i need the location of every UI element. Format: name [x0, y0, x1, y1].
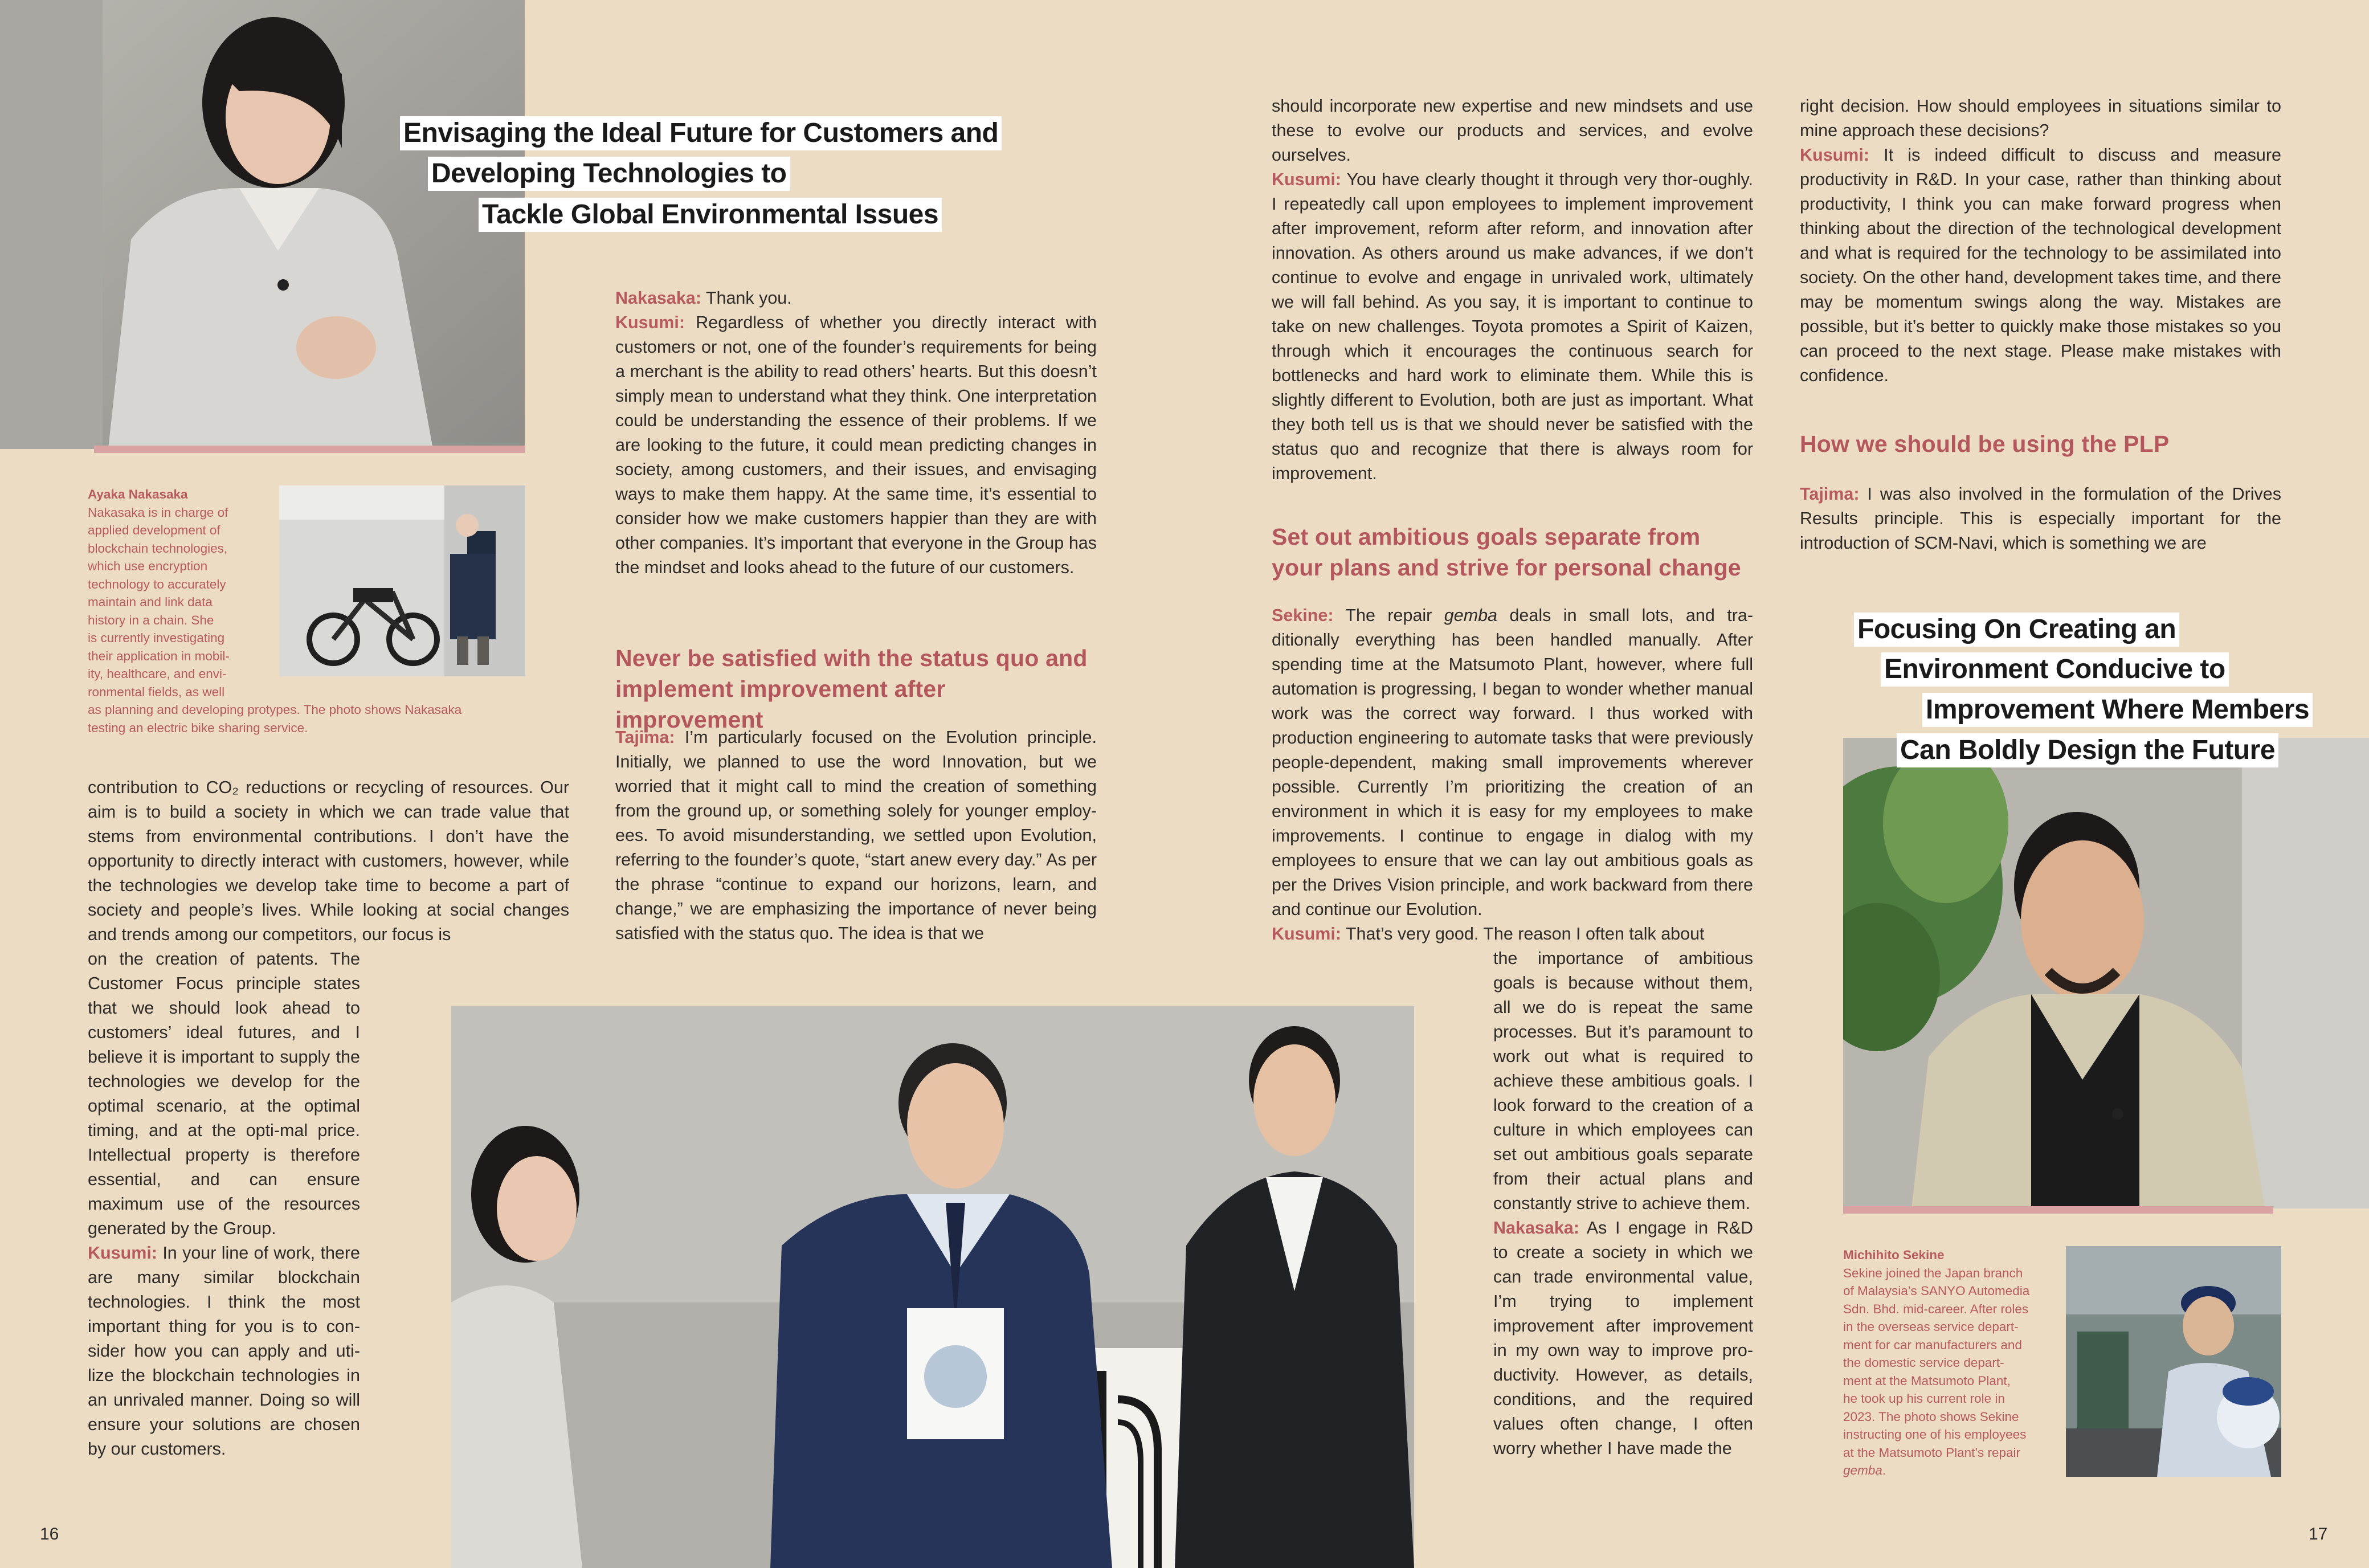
- caption-line: Sdn. Bhd. mid-career. After roles: [1843, 1301, 2029, 1316]
- body-paragraph: the importance of ambitious goals is because without them, all we do is repeat the same processes. But it’s paramount to work out what is required to achieve these ambitious goals. I look forward to the creation of a culture in which employees can set out ambitious goals separate from their actual plans and constantly strive to achieve them.: [1493, 949, 1753, 1213]
- caption-line: maintain and link data: [88, 595, 213, 609]
- caption-line: he took up his current role in: [1843, 1391, 2005, 1406]
- speaker-label: Tajima:: [1800, 484, 1860, 504]
- body-paragraph: [615, 725, 1097, 946]
- body-paragraph: [1272, 168, 1753, 486]
- speaker-label: Kusumi:: [88, 1243, 157, 1263]
- body-paragraph: [615, 286, 1097, 311]
- body-paragraph: [615, 311, 1097, 580]
- speech-text: In your line of work, there are many similar blockchain technologies. I think the most important thing for you is to con-sider how you can apply and uti-lize the blockchain technologies in an unrivaled manner. Doing so will ensure your solutions are chosen by our customers.: [88, 1243, 360, 1459]
- right-column-3-middle: [1272, 603, 1753, 946]
- left-title-line-1: Envisaging the Ideal Future for Customers and: [400, 116, 1002, 150]
- caption-line: is currently investigating: [88, 631, 225, 645]
- caption-line: applied development of: [88, 523, 220, 537]
- right-title-line-2: Environment Conducive to: [1881, 652, 2229, 687]
- speech-text: You have clearly thought it through very thor-oughly. I repeatedly call upon employees to implement improvement after improvement, reform after reform, and innovation after innovation. As others around us make advances, if we don’t continue to evolve and engage in unrivaled work, ultimately we will fall behind. As you say, it is important to continue to take on new challenges. Toyota promotes a Spirit of Kaizen, through which it encourages the continuous search for bottlenecks and hard work to eliminate them. While this is slightly different to Evolution, both are just as important. What they both tell us is that we should never be satisfied with the status quo and recognize that there is always room for improvement.: [1272, 170, 1753, 483]
- body-paragraph: on the creation of patents. The Customer Focus principle states that we should look ahead to customers’ ideal futures, and I believe it is important to supply the technologies we develop for the optimal scenario, at the optimal timing, and at the opti-mal price. Intellectual property is therefore essential, and can ensure maximum use of the resources generated by the Group.: [88, 949, 360, 1238]
- italic-term: gemba: [1843, 1463, 1882, 1477]
- body-paragraph: contribution to CO₂ reductions or recycling of resources. Our aim is to build a society in which we can trade value that stems from environmental contributions. I don’t have the opportunity to directly interact with customers, however, while the technologies we develop take time to become a part of society and people’s lives. While looking at social changes and trends among our competitors, our focus is: [88, 778, 569, 944]
- right-column-3-narrow: [1493, 946, 1753, 1461]
- left-column-2-bottom: [615, 725, 1097, 946]
- caption-line: ity, healthcare, and envi-: [88, 667, 227, 681]
- speech-text: deals in small lots, and tra-ditionally everything has been handled manually. After spending time at the Matsumoto Plant, however, where full automation is progressing, I began to wonder whether manual work was the correct way forward. I thus worked with production engineering to automate tasks that were previously people-dependent, making small improvements wherever possible. Currently I’m prioritizing the creation of an environment in which it is easy for my employees to make improvements. I continue to engage in dialog with my employees to ensure that we can lay out ambitious goals as per the Drives Vision principle, and work backward from there and continue our Evolution.: [1272, 606, 1753, 919]
- sekine-caption: [1843, 1246, 2060, 1480]
- section-heading-ambitious-goals: Set out ambitious goals separate from your plans and strive for personal change: [1272, 524, 1741, 581]
- body-paragraph: [1272, 922, 1753, 946]
- caption-line: history in a chain. She: [88, 612, 214, 627]
- body-paragraph: should incorporate new expertise and new mindsets and use these to evolve our products and services, and evolve ourselves.: [1272, 96, 1753, 165]
- caption-line: [1843, 1461, 2060, 1480]
- caption-line: in the overseas service depart-: [1843, 1320, 2019, 1334]
- speech-text: I was also involved in the formulation of the Drives Results principle. This is especially important for the introduction of SCM-Navi, which is something we are: [1800, 484, 2281, 553]
- right-column-4-top: [1800, 94, 2281, 388]
- page-number-left: 16: [40, 1525, 59, 1544]
- speech-text: That’s very good. The reason I often talk about: [1341, 924, 1705, 944]
- speech-text: As I engage in R&D to create a society in which we can trade environmental value, I’m trying to implement improvement after improvement in my own way to improve pro-ductivity. However, as details, conditions, and the required values often change, I often worry whether I have made the: [1493, 1218, 1753, 1458]
- caption-line: which use encryption: [88, 559, 208, 573]
- left-title-line-2: Developing Technologies to: [428, 157, 790, 191]
- nakasaka-portrait-photo: [0, 0, 525, 449]
- body-paragraph: [1800, 143, 2281, 388]
- caption-line: Sekine joined the Japan branch: [1843, 1265, 2023, 1280]
- page-number-right: 17: [2309, 1525, 2328, 1544]
- caption-line: Nakasaka is in charge of: [88, 505, 228, 520]
- right-title-line-1: Focusing On Creating an: [1854, 612, 2179, 647]
- ebike-photo: [279, 485, 525, 676]
- speaker-label: Sekine:: [1272, 606, 1334, 625]
- right-column-3-top: [1272, 94, 1753, 486]
- caption-line: testing an electric bike sharing service.: [88, 720, 308, 735]
- italic-term: gemba: [1444, 606, 1498, 625]
- speech-text: The repair: [1333, 606, 1444, 625]
- body-paragraph: [1272, 603, 1753, 922]
- right-column-4-bottom: [1800, 482, 2281, 556]
- section-heading-plp: How we should be using the PLP: [1800, 431, 2170, 457]
- right-title-line-4: Can Boldly Design the Future: [1897, 733, 2278, 767]
- speaker-label: Kusumi:: [1800, 145, 1869, 165]
- sekine-portrait-photo: [1843, 738, 2369, 1208]
- speech-text: I’m particularly focused on the Evolution principle. Initially, we planned to use the word Innovation, but we worried that it might call to mind the creation of something from the ground up, or something solely for younger employ-ees. To avoid misunderstanding, we settled upon Evolution, referring to the founder’s quote, “start anew every day.” As per the phrase “continue to expand our horizons, learn, and change,” we are emphasizing the importance of never being satisfied with the status quo. The idea is that we: [615, 728, 1097, 943]
- photo-accent-bar: [1843, 1206, 2273, 1214]
- left-title-line-3: Tackle Global Environmental Issues: [479, 198, 942, 232]
- caption-name: Ayaka Nakasaka: [88, 487, 188, 501]
- caption-line: instructing one of his employees: [1843, 1427, 2027, 1442]
- group-discussion-photo: [451, 1006, 1414, 1568]
- caption-line: as planning and developing protypes. The photo shows Nakasaka: [88, 703, 462, 717]
- caption-line: ronmental fields, as well: [88, 684, 225, 699]
- caption-line: ment at the Matsumoto Plant,: [1843, 1373, 2011, 1388]
- left-column-1-top: [88, 775, 569, 947]
- repair-gemba-photo: [2066, 1246, 2281, 1477]
- speaker-label: Tajima:: [615, 728, 675, 747]
- speech-text: It is indeed difficult to discuss and measure productivity in R&D. In your case, rather than thinking about productivity, I think you can make forward progress when thinking about the direction of the technological development and what is required for the technology to be assimilated into society. On the other hand, development takes time, and there may be momentum swings along the way. Mistakes are possible, but it’s better to quickly make those mistakes so you can proceed to the next stage. Please make mistakes with confidence.: [1800, 145, 2281, 385]
- body-paragraph: right decision. How should employees in situations similar to mine approach these decisions?: [1800, 96, 2281, 140]
- caption-line: the domestic service depart-: [1843, 1355, 2004, 1370]
- speaker-label: Nakasaka:: [1493, 1218, 1579, 1238]
- speaker-label: Kusumi:: [615, 313, 685, 332]
- speaker-label: Nakasaka:: [615, 288, 701, 308]
- body-paragraph: [88, 1241, 360, 1461]
- caption-line: blockchain technologies,: [88, 541, 228, 556]
- photo-accent-bar: [94, 446, 525, 453]
- caption-period: .: [1882, 1463, 1886, 1477]
- body-paragraph: [1800, 482, 2281, 556]
- section-heading-evolution: Never be satisfied with the status quo and implement improvement after improvement: [615, 645, 1088, 733]
- caption-line: of Malaysia’s SANYO Automedia: [1843, 1284, 2030, 1298]
- speech-text: Regardless of whether you directly interact with customers or not, one of the founder’s requirements for being a merchant is the ability to read others’ hearts. But this doesn’t simply mean to understand what they think. One interpretation could be understanding the essence of their problems. If we are looking to the future, it could mean predicting changes in society, among customers, and their issues, and envisaging ways to make them happy. At the same time, it’s essential to consider how we make customers happier than they are with other companies. It’s important that everyone in the Group has the mindset and looks ahead to the future of our customers.: [615, 313, 1097, 577]
- speaker-label: Kusumi:: [1272, 924, 1341, 944]
- speech-text: Thank you.: [701, 288, 792, 308]
- caption-line: at the Matsumoto Plant’s repair: [1843, 1445, 2020, 1460]
- left-column-1-narrow: [88, 947, 360, 1461]
- caption-line: ment for car manufacturers and: [1843, 1337, 2022, 1352]
- caption-line: 2023. The photo shows Sekine: [1843, 1409, 2019, 1424]
- body-paragraph: [1493, 1216, 1753, 1461]
- left-column-2-top: [615, 286, 1097, 580]
- speaker-label: Kusumi:: [1272, 170, 1341, 189]
- caption-name: Michihito Sekine: [1843, 1248, 1945, 1262]
- caption-line: their application in mobil-: [88, 648, 230, 663]
- caption-line: technology to accurately: [88, 577, 226, 591]
- right-title-line-3: Improvement Where Members: [1922, 693, 2313, 727]
